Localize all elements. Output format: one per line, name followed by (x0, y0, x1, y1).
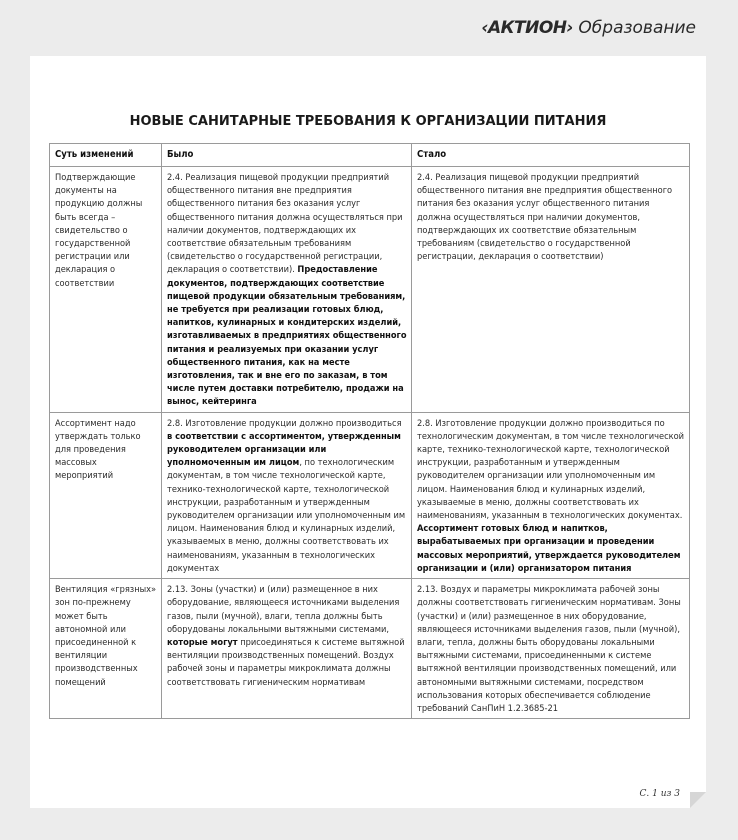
was-cell: 2.4. Реализация пищевой продукции предприятий общественного питания вне предприятия общественного питания без оказания услуг общественного питания должна осуществляться при наличии документов, подтверждающих их соответствие обязательным требованиям (свидетельство о государственной регистрации, декларация о соответствии). Предоставление документов, подтверждающих соответствие пищевой продукции обязательным требованиям, не требуется при реализации готовых блюд, напитков, кулинарных и кондитерских изделий, изготавливаемых в предприятиях общественного питания и реализуемых при оказании услуг общественного питания, как на месте изготовления, так и вне его по заказам, в том числе путем доставки потребителю, продажи на вынос, кейтеринга (162, 167, 412, 413)
now-cell: 2.4. Реализация пищевой продукции предприятий общественного питания вне предприятия общественного питания без оказания услуг общественного питания должна осуществляться при наличии документов, подтверждающих их соответствие обязательным требованиям (свидетельство о государственной регистрации, декларация о соответствии) (412, 167, 690, 413)
table-row (50, 412, 690, 578)
was-cell: 2.8. Изготовление продукции должно производиться в соответствии с ассортиментом, утвержденным руководителем организации или уполномоченным им лицом, по технологическим документам, в том числе технологической карте, технико-технологической карте, технологической инструкции, разработанным и утвержденным руководителем организации или уполномоченным им лицом. Наименования блюд и кулинарных изделий, указываемых в меню, должны соответствовать их наименованиям, указанным в технологических документах (162, 412, 412, 578)
document-page (30, 56, 706, 808)
document-title: НОВЫЕ САНИТАРНЫЕ ТРЕБОВАНИЯ К ОРГАНИЗАЦИИ ПИТАНИЯ (129, 114, 607, 129)
column-header-now: Стало (412, 144, 690, 167)
essence-cell: Подтверждающие документы на продукцию должны быть всегда – свидетельство о государственной регистрации или декларация о соответствии (50, 167, 162, 413)
table-header-row (50, 144, 690, 167)
requirements-table (49, 143, 690, 719)
table-row (50, 579, 690, 719)
page-corner-fold (690, 792, 706, 808)
brand-name: ‹АКТИОН› (481, 18, 574, 38)
essence-cell: Вентиляция «грязных» зон по-прежнему может быть автономной или присоединенной к вентиляции производственных помещений (50, 579, 162, 719)
page-counter: С. 1 из 3 (639, 789, 680, 799)
brand-logo (481, 18, 696, 38)
column-header-was: Было (162, 144, 412, 167)
essence-cell: Ассортимент надо утверждать только для проведения массовых мероприятий (50, 412, 162, 578)
brand-section: Образование (578, 18, 696, 38)
was-cell: 2.13. Зоны (участки) и (или) размещенное в них оборудование, являющееся источниками выделения газов, пыли (мучной), влаги, тепла должны быть оборудованы локальными вытяжными системами, которые могут присоединяться к системе вытяжной вентиляции производственных помещений. Воздух рабочей зоны и параметры микроклимата должны соответствовать гигиеническим нормативам (162, 579, 412, 719)
column-header-essence: Суть изменений (50, 144, 162, 167)
now-cell: 2.8. Изготовление продукции должно производиться по технологическим документам, в том числе технологической карте, технико-технологической карте, технологической инструкции, разработанным и утвержденным руководителем организации или уполномоченным им лицом. Наименования блюд и кулинарных изделий, указываемые в меню, должны соответствовать их наименованиям, указанным в технологических документах. Ассортимент готовых блюд и напитков, вырабатываемых при организации и проведении массовых мероприятий, утверждается руководителем организации и (или) организатором питания (412, 412, 690, 578)
table-row (50, 167, 690, 413)
now-cell: 2.13. Воздух и параметры микроклимата рабочей зоны должны соответствовать гигиеническим нормативам. Зоны (участки) и (или) размещенное в них оборудование, являющееся источниками выделения газов, пыли (мучной), влаги, тепла, должны быть оборудованы локальными вытяжными системами, присоединенными к системе вытяжной вентиляции производственных помещений, или автономными вытяжными системами, посредством использования которых обеспечивается соблюдение требований СанПиН 1.2.3685-21 (412, 579, 690, 719)
